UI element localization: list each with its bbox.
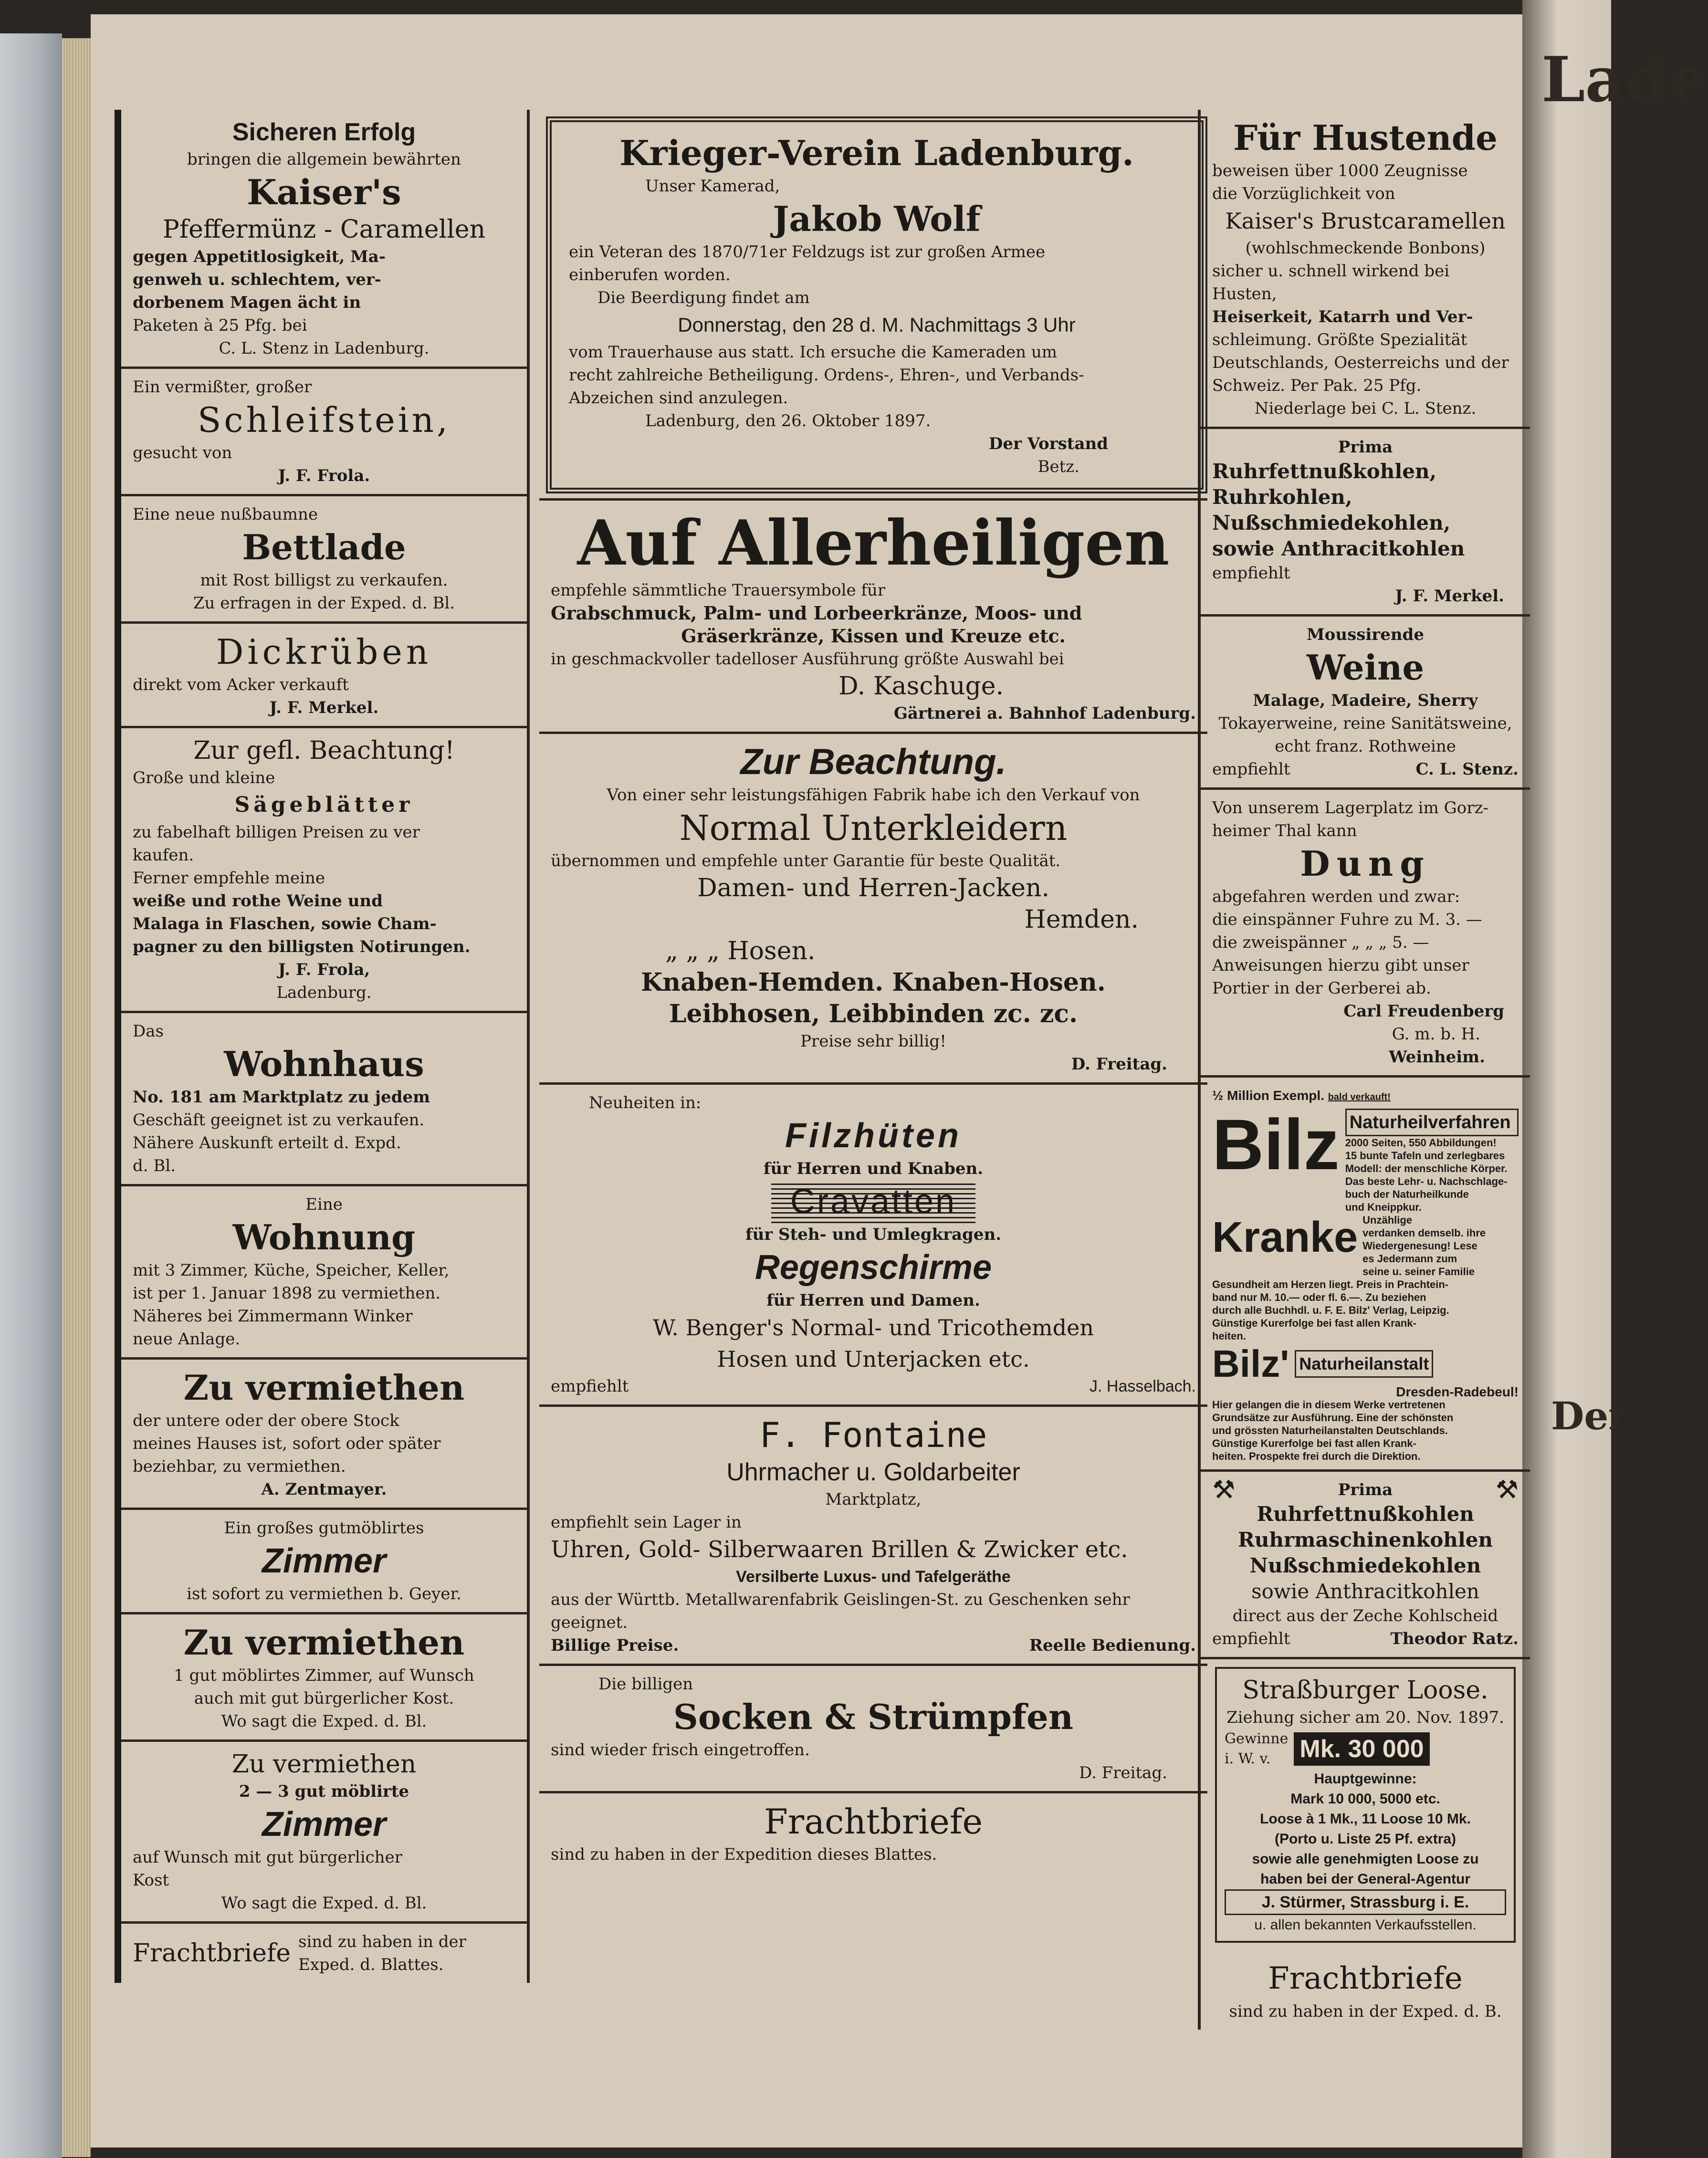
ad-signature: Theodor Ratz. bbox=[1390, 1629, 1519, 1648]
ad-items bbox=[1212, 459, 1519, 562]
ad-body-2 bbox=[1212, 260, 1519, 397]
product-name: Normal Unterkleidern bbox=[679, 808, 1068, 848]
ad-line: für Herren und Damen. bbox=[766, 1291, 980, 1310]
bilz-logo-2: Bilz' bbox=[1212, 1342, 1289, 1385]
ad-item: Nußschmiedekohlen bbox=[1249, 1554, 1481, 1577]
ad-line: Deutschlands, Oesterreichs und der bbox=[1212, 353, 1509, 372]
ad-title: Frachtbriefe bbox=[764, 1802, 983, 1842]
ad-line: beweisen über 1000 Zeugnisse bbox=[1212, 161, 1468, 180]
ad-schleifstein bbox=[121, 369, 527, 496]
ad-line: Näheres bei Zimmermann Winker bbox=[133, 1307, 413, 1326]
ad-title: Weine bbox=[1306, 647, 1425, 688]
ad-line: auch mit gut bürgerlicher Kost. bbox=[194, 1689, 454, 1708]
notice-body bbox=[569, 241, 1184, 309]
ad-line: Heiserkeit, Katarrh und Ver- bbox=[1212, 307, 1473, 326]
ad-line: Preise sehr billig! bbox=[800, 1032, 946, 1051]
ad-body bbox=[1212, 159, 1519, 205]
notice-signature-name: Betz. bbox=[1037, 457, 1079, 476]
ad-line: verdanken demselb. ihre bbox=[1362, 1227, 1486, 1239]
ad-line: Günstige Kurerfolge bei fast allen Krank- bbox=[1212, 1317, 1416, 1329]
ad-line: Dresden-Radebeul! bbox=[1396, 1384, 1519, 1399]
column-center bbox=[539, 110, 1207, 1873]
ad-line: Große und kleine bbox=[133, 768, 275, 787]
death-notice-krieger-verein bbox=[546, 116, 1207, 493]
ad-bettlade bbox=[121, 496, 527, 624]
ad-item: Leibhosen, Leibbinden zc. zc. bbox=[669, 999, 1078, 1028]
ad-line: Neuheiten in: bbox=[589, 1093, 702, 1112]
ad-line: sind zu haben in der Exped. d. B. bbox=[1229, 2002, 1502, 2021]
ad-line: Weinheim. bbox=[1389, 1048, 1485, 1067]
hammer-icon: ⚒ bbox=[1495, 1475, 1519, 1505]
ad-line: weiße und rothe Weine und bbox=[133, 891, 383, 911]
ad-body bbox=[551, 1312, 1196, 1375]
ad-line: Eine neue nußbaumne bbox=[133, 505, 318, 524]
ad-line: abgefahren werden und zwar: bbox=[1212, 887, 1460, 906]
ad-line: auf Wunsch mit gut bürgerlicher bbox=[133, 1848, 402, 1867]
ad-line: Wiedergenesung! Lese bbox=[1362, 1240, 1477, 1252]
ad-line: aus der Württb. Metallwarenfabrik Geislingen-St. zu Geschenken sehr bbox=[551, 1590, 1130, 1609]
ad-filzhueten bbox=[539, 1085, 1207, 1407]
ad-item: Ruhrfettnußkohlen bbox=[1257, 1502, 1474, 1526]
ad-line: d. Bl. bbox=[133, 1156, 176, 1175]
ad-line: für Herren und Knaben. bbox=[763, 1159, 984, 1178]
ad-title-3: Regenschirme bbox=[754, 1248, 992, 1287]
ad-line: empfiehlt sein Lager in bbox=[551, 1513, 742, 1532]
ad-line: direkt vom Acker verkauft bbox=[133, 675, 349, 694]
ad-fontaine bbox=[539, 1407, 1207, 1666]
ad-line: Gräserkränze, Kissen und Kreuze etc. bbox=[681, 625, 1066, 647]
product-name: Pfeffermünz - Caramellen bbox=[162, 215, 486, 244]
ad-item: sowie Anthracitkohlen bbox=[1251, 1580, 1479, 1603]
ad-line: empfiehlt bbox=[551, 1377, 629, 1396]
ad-title: Naturheilverfahren bbox=[1345, 1109, 1519, 1136]
ad-line: dorbenem Magen ächt in bbox=[133, 293, 361, 312]
ad-items bbox=[551, 872, 1196, 1030]
notice-title: Krieger-Verein Ladenburg. bbox=[619, 133, 1134, 173]
ad-title: F. Fontaine bbox=[759, 1415, 987, 1455]
ad-body-bold bbox=[133, 890, 515, 958]
ad-line: übernommen und empfehle unter Garantie für beste Qualität. bbox=[551, 851, 1061, 870]
ad-line: empfiehlt bbox=[1212, 564, 1290, 583]
ad-fuer-hustende bbox=[1201, 110, 1530, 429]
ad-line: und Kneippkur. bbox=[1345, 1201, 1422, 1213]
ad-frachtbriefe bbox=[539, 1793, 1207, 1873]
ad-title: Frachtbriefe bbox=[133, 1939, 291, 1968]
ad-line: Mark 10 000, 5000 etc. bbox=[1290, 1791, 1440, 1807]
loose-agent: J. Stürmer, Strassburg i. E. bbox=[1225, 1889, 1506, 1915]
ad-line: Loose à 1 Mk., 11 Loose 10 Mk. bbox=[1260, 1811, 1471, 1827]
ad-items: Uhren, Gold- Silberwaaren Brillen & Zwicker etc. bbox=[551, 1536, 1128, 1563]
ad-line: ½ Million Exempl. bbox=[1212, 1088, 1324, 1103]
notice-line: Unser Kamerad, bbox=[645, 177, 780, 196]
ad-line: Von unserem Lagerplatz im Gorz- bbox=[1212, 798, 1488, 817]
ad-line: Malaga in Flaschen, sowie Cham- bbox=[133, 914, 437, 933]
ad-line: (wohlschmeckende Bonbons) bbox=[1245, 239, 1486, 258]
ad-wohnhaus bbox=[121, 1013, 527, 1186]
ad-body-2 bbox=[1212, 885, 1519, 1000]
hammer-icon: ⚒ bbox=[1212, 1475, 1236, 1505]
ad-line: heimer Thal kann bbox=[1212, 821, 1357, 840]
ad-zu-vermiethen-zimmer bbox=[121, 1742, 527, 1924]
ad-signature: A. Zentmayer. bbox=[261, 1480, 387, 1499]
ad-line: Eine bbox=[305, 1195, 343, 1214]
notice-line: recht zahlreiche Betheiligung. Ordens-, Ehren-, und Verbands- bbox=[569, 366, 1084, 385]
ad-zimmer-geyer bbox=[121, 1510, 527, 1614]
ad-line: Die billigen bbox=[598, 1675, 693, 1694]
ad-line: sind zu haben in der Expedition dieses Blattes. bbox=[551, 1845, 937, 1864]
ad-line: heiten. Prospekte frei durch die Direktion. bbox=[1212, 1450, 1421, 1462]
ad-body bbox=[1212, 689, 1519, 758]
ad-line: ist sofort zu vermiethen b. Geyer. bbox=[187, 1584, 461, 1603]
ad-zur-gefl-beachtung bbox=[121, 728, 527, 1013]
ad-title: Straßburger Loose. bbox=[1242, 1676, 1488, 1705]
ad-signature: J. F. Frola, bbox=[278, 960, 370, 979]
ad-line: Paketen à 25 Pfg. bei bbox=[133, 316, 307, 335]
ad-title: Zu vermiethen bbox=[183, 1622, 465, 1663]
ad-frachtbriefe-small bbox=[121, 1924, 527, 1983]
ad-trade: Uhrmacher u. Goldarbeiter bbox=[726, 1458, 1020, 1486]
ad-body bbox=[133, 1664, 515, 1733]
ad-line: genweh u. schlechtem, ver- bbox=[133, 270, 381, 289]
notice-line: einberufen worden. bbox=[569, 265, 731, 284]
ad-body bbox=[1345, 1136, 1519, 1214]
ad-line: Ein vermißter, großer bbox=[133, 377, 312, 397]
ad-line: die Vorzüglichkeit von bbox=[1212, 184, 1395, 203]
ad-footer bbox=[1212, 1627, 1519, 1650]
ad-line: sowie alle genehmigten Loose zu bbox=[1252, 1851, 1479, 1867]
ad-line: seine u. seiner Familie bbox=[1362, 1266, 1475, 1278]
ad-items bbox=[1212, 1501, 1519, 1604]
ad-title: Zur gefl. Beachtung! bbox=[193, 736, 455, 765]
ad-kohlen-merkel bbox=[1201, 429, 1530, 617]
loose-gewinne bbox=[1225, 1729, 1288, 1769]
ad-body bbox=[133, 1846, 515, 1915]
ad-line: durch alle Buchhdl. u. F. E. Bilz' Verlag, Leipzig. bbox=[1212, 1304, 1449, 1316]
ad-title: Bettlade bbox=[242, 527, 406, 567]
ad-body bbox=[133, 821, 515, 890]
ad-weine bbox=[1201, 617, 1530, 790]
ad-title: Filzhüten bbox=[785, 1117, 962, 1155]
bilz-anstalt-row bbox=[1212, 1342, 1519, 1385]
ad-line: geeignet. bbox=[551, 1613, 628, 1632]
notice-line: Die Beerdigung findet am bbox=[597, 288, 810, 307]
ad-line: zu fabelhaft billigen Preisen zu ver bbox=[133, 823, 420, 842]
notice-line: vom Trauerhause aus statt. Ich ersuche die Kameraden um bbox=[569, 343, 1058, 362]
ad-zur-beachtung-unterkleider bbox=[539, 734, 1207, 1085]
deceased-name: Jakob Wolf bbox=[773, 199, 981, 239]
ad-line: Nähere Auskunft erteilt d. Expd. bbox=[133, 1133, 401, 1152]
ad-signature: D. Kaschuge. bbox=[838, 672, 1004, 701]
ad-body bbox=[1212, 1278, 1519, 1342]
ad-line: empfehle sämmtliche Trauersymbole für bbox=[551, 581, 886, 600]
ad-line: Anweisungen hierzu gibt unser bbox=[1212, 956, 1469, 975]
brand-name: Kaiser's bbox=[247, 172, 401, 212]
ad-title: Socken & Strümpfen bbox=[673, 1697, 1074, 1737]
ad-title: Zimmer bbox=[262, 1542, 387, 1580]
ad-line: echt franz. Rothweine bbox=[1275, 737, 1456, 756]
ad-item: sowie Anthracitkohlen bbox=[1212, 537, 1465, 560]
notice-line: ein Veteran des 1870/71er Feldzugs ist zur großen Armee bbox=[569, 242, 1046, 262]
ad-body bbox=[1358, 1214, 1486, 1278]
ad-item: Knaben-Hemden. Knaben-Hosen. bbox=[641, 968, 1106, 997]
ad-line: No. 181 am Marktplatz zu jedem bbox=[133, 1088, 430, 1107]
ad-title: Schleifstein, bbox=[197, 400, 451, 440]
ad-item: „ „ „ Hosen. bbox=[665, 937, 816, 965]
next-page-masthead: Lade bbox=[1541, 43, 1708, 116]
ad-signature: D. Freitag. bbox=[1079, 1763, 1167, 1782]
ad-line: Das bbox=[133, 1022, 164, 1041]
ad-line: W. Benger's Normal- und Tricothemden bbox=[653, 1315, 1094, 1341]
ad-line: Günstige Kurerfolge bei fast allen Krank- bbox=[1212, 1437, 1416, 1449]
ad-line: Modell: der menschliche Körper. bbox=[1345, 1163, 1508, 1174]
notice-body-2 bbox=[569, 341, 1184, 409]
ad-item: Sägeblätter bbox=[234, 793, 414, 817]
ad-line: i. W. v. bbox=[1225, 1750, 1271, 1767]
ad-item: Ruhrkohlen, bbox=[1212, 485, 1352, 509]
ad-line: Tokayerweine, reine Sanitätsweine, bbox=[1218, 714, 1512, 733]
funeral-date: Donnerstag, den 28 d. M. Nachmittags 3 Uhr bbox=[678, 314, 1076, 336]
ad-line: 15 bunte Tafeln und zerlegbares bbox=[1345, 1150, 1505, 1162]
ad-title: Wohnung bbox=[232, 1217, 416, 1257]
ad-line: Prima bbox=[1338, 438, 1393, 457]
ad-line: gesucht von bbox=[133, 443, 232, 462]
ad-line: Billige Preise. bbox=[551, 1636, 679, 1655]
ad-body bbox=[133, 245, 515, 337]
kohlen-header bbox=[1212, 1475, 1519, 1505]
ad-kaiser-pfeffermuenz bbox=[121, 110, 527, 369]
ad-signature: J. F. Merkel. bbox=[269, 698, 379, 717]
ad-line: und grössten Naturheilanstalten Deutschlands. bbox=[1212, 1425, 1448, 1436]
ad-bilz bbox=[1201, 1078, 1530, 1472]
notice-place-date: Ladenburg, den 26. Oktober 1897. bbox=[645, 411, 931, 430]
ad-line: Gesundheit am Herzen liegt. Preis in Prachtein- bbox=[1212, 1278, 1449, 1290]
ad-line: Geschäft geeignet ist zu verkaufen. bbox=[133, 1110, 425, 1130]
ad-line: gegen Appetitlosigkeit, Ma- bbox=[133, 247, 386, 266]
ad-body bbox=[1212, 796, 1519, 842]
ad-line: Versilberte Luxus- und Tafelgeräthe bbox=[736, 1568, 1011, 1586]
ad-frachtbriefe-right bbox=[1201, 1950, 1530, 2030]
ad-line: die zweispänner „ „ „ 5. — bbox=[1212, 933, 1429, 952]
ad-dung bbox=[1201, 790, 1530, 1078]
ad-line: G. m. b. H. bbox=[1392, 1025, 1480, 1044]
ad-footer: C. L. Stenz in Ladenburg. bbox=[219, 339, 430, 358]
ad-line: Exped. d. Blattes. bbox=[298, 1955, 444, 1974]
cravatten-banner bbox=[551, 1180, 1196, 1223]
book-binding bbox=[0, 33, 62, 2158]
ad-body bbox=[551, 579, 1196, 670]
column-left bbox=[115, 110, 530, 1983]
column-right bbox=[1198, 110, 1530, 2030]
bilz-header-text bbox=[1345, 1109, 1519, 1214]
ad-line: (Porto u. Liste 25 Pf. extra) bbox=[1274, 1831, 1457, 1847]
ad-line: Malage, Madeire, Sherry bbox=[1253, 691, 1478, 710]
ad-signature: D. Freitag. bbox=[1071, 1055, 1167, 1074]
ad-dickrueben bbox=[121, 624, 527, 728]
ad-line: empfiehlt bbox=[1212, 1629, 1290, 1648]
ad-title: Zur Beachtung. bbox=[740, 742, 1006, 782]
ad-line: sind wieder frisch eingetroffen. bbox=[551, 1740, 810, 1760]
next-page-fragment bbox=[1522, 0, 1708, 2158]
ad-title-2: Naturheilanstalt bbox=[1295, 1350, 1433, 1378]
ad-line: Reelle Bedienung. bbox=[1029, 1636, 1196, 1655]
ad-line: mit Rost billigst zu verkaufen. bbox=[200, 571, 448, 590]
ad-line: mit 3 Zimmer, Küche, Speicher, Keller, bbox=[133, 1261, 450, 1280]
ad-body-2 bbox=[1212, 1398, 1519, 1463]
ad-footer bbox=[1212, 758, 1519, 781]
ad-line: pagner zu den billigsten Notirungen. bbox=[133, 937, 471, 956]
ad-line: Ziehung sicher am 20. Nov. 1897. bbox=[1226, 1708, 1504, 1727]
ad-line: Wo sagt die Exped. d. Bl. bbox=[221, 1712, 427, 1731]
ad-line: Das beste Lehr- u. Nachschlage- bbox=[1345, 1175, 1508, 1187]
ad-footer: Niederlage bei C. L. Stenz. bbox=[1254, 399, 1477, 418]
ad-socken bbox=[539, 1666, 1207, 1793]
ad-allerheiligen bbox=[539, 498, 1207, 734]
ad-title: Zu vermiethen bbox=[183, 1367, 465, 1408]
ad-line: Kost bbox=[133, 1871, 169, 1890]
ad-signature: J. Hasselbach. bbox=[1090, 1377, 1196, 1395]
ad-item: Ruhrfettnußkohlen, bbox=[1212, 460, 1437, 483]
ad-line: Prima bbox=[1338, 1480, 1393, 1499]
ad-signature: C. L. Stenz. bbox=[1415, 760, 1519, 779]
ad-line: bald verkauft! bbox=[1328, 1092, 1391, 1102]
ad-body bbox=[133, 1259, 515, 1351]
ad-line: Hier gelangen die in diesem Werke vertretenen bbox=[1212, 1399, 1446, 1411]
loose-amount-row bbox=[1225, 1729, 1506, 1769]
ad-line: Schweiz. Per Pak. 25 Pfg. bbox=[1212, 376, 1422, 395]
ad-footer bbox=[551, 1634, 1196, 1657]
ad-wohnung bbox=[121, 1186, 527, 1360]
ad-line: sind zu haben in der bbox=[298, 1932, 466, 1951]
ad-line: Gewinne bbox=[1225, 1730, 1289, 1747]
ad-line: ist per 1. Januar 1898 zu vermiethen. bbox=[133, 1284, 441, 1303]
ad-line: Hosen und Unterjacken etc. bbox=[717, 1346, 1030, 1372]
ad-line: Wo sagt die Exped. d. Bl. bbox=[221, 1894, 427, 1913]
ad-line: schleimung. Größte Spezialität bbox=[1212, 330, 1467, 349]
notice-signature: Der Vorstand bbox=[988, 434, 1108, 453]
ad-line: Portier in der Gerberei ab. bbox=[1212, 979, 1431, 998]
ad-line: Hauptgewinne: bbox=[1314, 1771, 1417, 1787]
ad-kohlen-ratz bbox=[1201, 1472, 1530, 1659]
ad-line: bringen die allgemein bewährten bbox=[187, 150, 461, 169]
ad-line: direct aus der Zeche Kohlscheid bbox=[1232, 1606, 1498, 1625]
ad-zu-vermiethen-kost bbox=[121, 1614, 527, 1742]
ad-title-2: Cravatten bbox=[771, 1180, 975, 1223]
ad-line: Marktplatz, bbox=[825, 1490, 922, 1509]
ad-line: meines Hauses ist, sofort oder später bbox=[133, 1434, 441, 1453]
ad-body bbox=[133, 569, 515, 615]
notice-line: Abzeichen sind anzulegen. bbox=[569, 388, 788, 408]
ad-title: Frachtbriefe bbox=[1268, 1961, 1463, 1996]
ad-footer bbox=[551, 1375, 1196, 1398]
ad-item: Ruhrmaschinenkohlen bbox=[1237, 1528, 1493, 1551]
ad-body bbox=[298, 1930, 466, 1976]
ad-line: Grundsätze zur Ausführung. Eine der schönsten bbox=[1212, 1412, 1454, 1424]
ad-line: band nur M. 10.— oder fl. 6.—. Zu beziehen bbox=[1212, 1291, 1426, 1303]
ad-item: Hemden. bbox=[1024, 905, 1139, 934]
ad-line: für Steh- und Umlegkragen. bbox=[745, 1225, 1002, 1244]
ad-line: es Jedermann zum bbox=[1362, 1253, 1457, 1265]
ad-signature: J. F. Frola. bbox=[278, 466, 370, 485]
ad-line: Von einer sehr leistungsfähigen Fabrik habe ich den Verkauf von bbox=[607, 786, 1140, 805]
ad-body bbox=[1225, 1769, 1506, 1889]
ad-line: kaufen. bbox=[133, 846, 194, 865]
ad-title-2: Zimmer bbox=[262, 1805, 387, 1844]
loose-amount: Mk. 30 000 bbox=[1294, 1732, 1429, 1766]
product-name: Kaiser's Brustcaramellen bbox=[1225, 208, 1506, 234]
bilz-kranke-row bbox=[1212, 1214, 1519, 1278]
ad-line: neue Anlage. bbox=[133, 1330, 241, 1349]
ad-line: Grabschmuck, Palm- und Lorbeerkränze, Moos- und bbox=[551, 602, 1082, 624]
ad-line: Moussirende bbox=[1307, 625, 1424, 644]
ad-item: Nußschmiedekohlen, bbox=[1212, 511, 1451, 534]
ad-title: Dickrüben bbox=[216, 632, 432, 672]
next-page-heading: Der bbox=[1551, 1393, 1629, 1438]
bilz-logo: Bilz bbox=[1212, 1104, 1340, 1184]
ad-line: in geschmackvoller tadelloser Ausführung größte Auswahl bei bbox=[551, 649, 1064, 669]
ad-title: Dung bbox=[1300, 843, 1431, 884]
ad-line: 1 gut möblirtes Zimmer, auf Wunsch bbox=[174, 1666, 474, 1685]
ad-title: Zu vermiethen bbox=[231, 1750, 417, 1779]
ad-line: Ein großes gutmöblirtes bbox=[224, 1519, 424, 1538]
ad-body bbox=[133, 1409, 515, 1478]
ad-body bbox=[551, 1588, 1196, 1634]
ad-line: empfiehlt bbox=[1212, 760, 1290, 779]
ad-line: heiten. bbox=[1212, 1330, 1246, 1342]
ad-title: Auf Allerheiligen bbox=[577, 506, 1170, 579]
ad-signature: J. F. Merkel. bbox=[1395, 587, 1504, 606]
ad-signature: Carl Freudenberg bbox=[1343, 1002, 1504, 1021]
ad-strassburger-loose bbox=[1215, 1667, 1516, 1943]
ad-title: Für Hustende bbox=[1233, 117, 1498, 158]
ad-line: Unzählige bbox=[1362, 1214, 1413, 1226]
ad-line: die einspänner Fuhre zu M. 3. — bbox=[1212, 910, 1482, 929]
ad-zu-vermiethen-zentmayer bbox=[121, 1360, 527, 1510]
ad-line: beziehbar, zu vermiethen. bbox=[133, 1457, 346, 1476]
ad-line: Zu erfragen in der Exped. d. Bl. bbox=[193, 594, 455, 613]
bilz-kranke: Kranke bbox=[1212, 1214, 1358, 1261]
ad-body bbox=[133, 1086, 515, 1177]
ad-line: 2000 Seiten, 550 Abbildungen! bbox=[1345, 1137, 1497, 1149]
ad-line: Ladenburg. bbox=[276, 983, 372, 1002]
ad-line: sicher u. schnell wirkend bei Husten, bbox=[1212, 262, 1450, 304]
ad-line: haben bei der General-Agentur bbox=[1260, 1871, 1471, 1887]
ad-line: buch der Naturheilkunde bbox=[1345, 1188, 1469, 1200]
ad-title: Wohnhaus bbox=[224, 1044, 424, 1084]
ad-title: Sicheren Erfolg bbox=[232, 118, 416, 146]
bilz-header-row bbox=[1212, 1104, 1519, 1214]
ad-footer: u. allen bekannten Verkaufsstellen. bbox=[1254, 1917, 1477, 1933]
ad-line: der untere oder der obere Stock bbox=[133, 1411, 399, 1430]
ad-item: Damen- und Herren-Jacken. bbox=[697, 874, 1050, 902]
ad-line: 2 — 3 gut möblirte bbox=[239, 1782, 409, 1801]
page-edges bbox=[62, 38, 91, 2157]
ad-line: Ferner empfehle meine bbox=[133, 869, 325, 888]
ad-line: Gärtnerei a. Bahnhof Ladenburg. bbox=[893, 704, 1196, 723]
